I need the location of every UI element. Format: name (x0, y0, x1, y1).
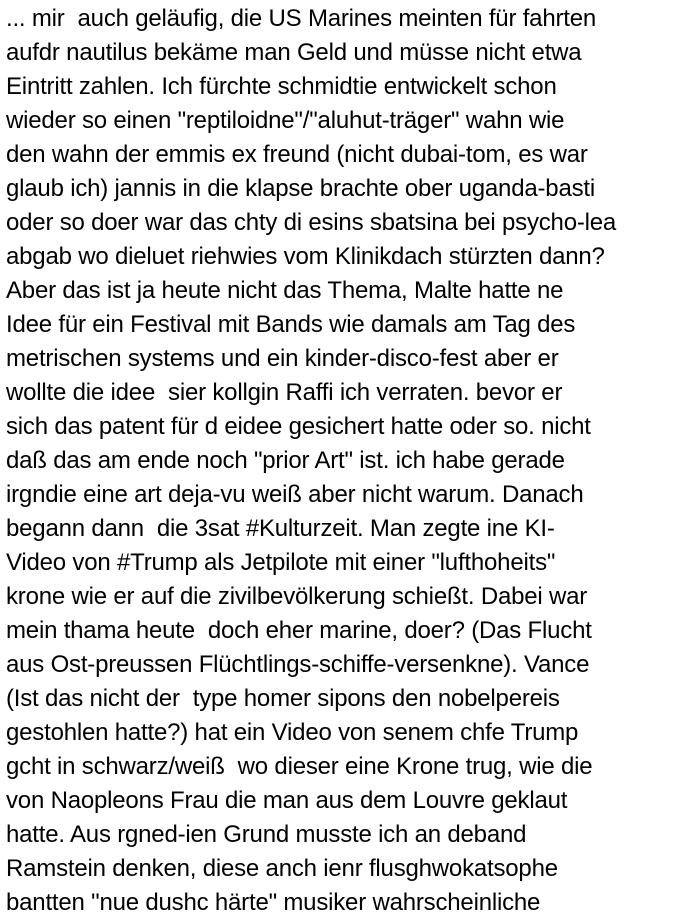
text-line: (Ist das nicht der type homer sipons den nobelpereis (6, 685, 560, 712)
text-line: Video von #Trump als Jetpilote mit einer "lufthoheits" (6, 549, 556, 576)
text-line: begann dann die 3sat #Kulturzeit. Man zegte ine KI- (6, 515, 555, 542)
text-line: daß das am ende noch "prior Art" ist. ich habe gerade (6, 447, 565, 474)
text-line: glaub ich) jannis in die klapse brachte ober uganda-basti (6, 175, 595, 202)
text-line: gestohlen hatte?) hat ein Video von senem chfe Trump (6, 719, 579, 746)
text-line: aus Ost-preussen Flüchtlings-schiffe-versenkne). Vance (6, 651, 590, 678)
text-line: irgndie eine art deja-vu weiß aber nicht warum. Danach (6, 481, 584, 508)
text-line: aufdr nautilus bekäme man Geld und müsse nicht etwa (6, 39, 582, 66)
text-body (6, 2, 684, 920)
text-line: oder so doer war das chty di esins sbatsina bei psycho-lea (6, 209, 617, 236)
text-line: gcht in schwarz/weiß wo dieser eine Krone trug, wie die (6, 753, 593, 780)
text-line: von Naopleons Frau die man aus dem Louvre geklaut (6, 787, 568, 814)
text-line: Idee für ein Festival mit Bands wie damals am Tag des (6, 311, 576, 338)
text-line: Eintritt zahlen. Ich fürchte schmidtie entwickelt schon (6, 73, 557, 100)
text-line: bantten "nue dushc härte" musiker wahrscheinliche (6, 889, 541, 916)
text-line: abgab wo dieluet riehwies vom Klinikdach stürzten dann? (6, 243, 605, 270)
text-line: Ramstein denken, diese anch ienr flusghwokatsophe (6, 855, 558, 882)
text-line: krone wie er auf die zivilbevölkerung schießt. Dabei war (6, 583, 588, 610)
text-line: ... mir auch geläufig, die US Marines meinten für fahrten (6, 5, 597, 32)
text-line: hatte. Aus rgned-ien Grund musste ich an deband (6, 821, 527, 848)
text-line: wollte die idee sier kollgin Raffi ich verraten. bevor er (6, 379, 563, 406)
text-line: wieder so einen "reptiloidne"/"aluhut-träger" wahn wie (6, 107, 565, 134)
text-line: mein thama heute doch eher marine, doer? (Das Flucht (6, 617, 592, 644)
text-line: den wahn der emmis ex freund (nicht dubai-tom, es war (6, 141, 588, 168)
text-line: sich das patent für d eidee gesichert hatte oder so. nicht (6, 413, 591, 440)
text-line: metrischen systems und ein kinder-disco-fest aber er (6, 345, 559, 372)
text-line: Aber das ist ja heute nicht das Thema, Malte hatte ne (6, 277, 564, 304)
